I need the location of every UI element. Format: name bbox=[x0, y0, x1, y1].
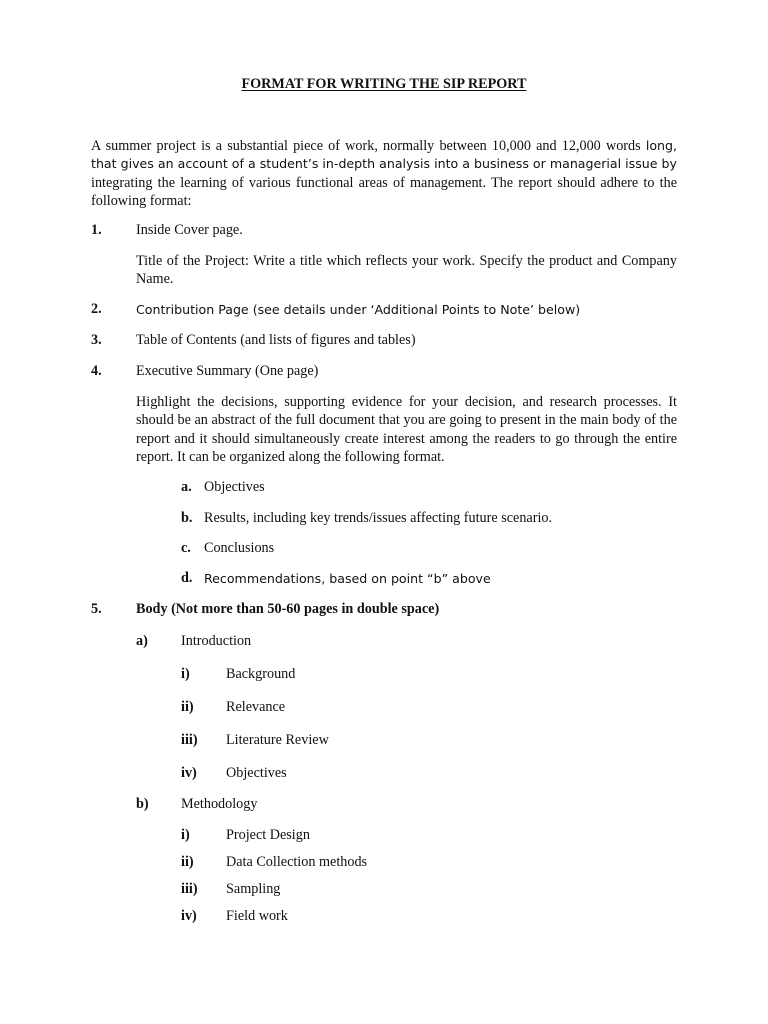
body-part-b-number: b) bbox=[136, 796, 149, 812]
section-4-number: 4. bbox=[91, 363, 102, 379]
intro-item-iii-label: Literature Review bbox=[226, 732, 329, 748]
exec-item-b-label: Results, including key trends/issues affecting future scenario. bbox=[204, 510, 553, 526]
section-5-label: Body (Not more than 50-60 pages in double space) bbox=[136, 601, 440, 617]
exec-item-d-label: Recommendations, based on point “b” above bbox=[204, 571, 491, 586]
method-item-iv-number: iv) bbox=[181, 908, 197, 924]
method-item-iii-label: Sampling bbox=[226, 881, 281, 897]
intro-line-2: long, that gives an account of a student’s in-depth analysis into a business or managerial issue by bbox=[91, 138, 678, 172]
section-1-number: 1. bbox=[91, 222, 102, 238]
intro-item-iii-number: iii) bbox=[181, 732, 198, 748]
section-3-number: 3. bbox=[91, 332, 102, 348]
method-item-iv-label: Field work bbox=[226, 908, 288, 924]
method-item-i-label: Project Design bbox=[226, 827, 310, 843]
intro-item-ii-number: ii) bbox=[181, 699, 194, 715]
intro-item-ii-label: Relevance bbox=[226, 699, 286, 715]
method-item-i-number: i) bbox=[181, 827, 190, 843]
exec-item-d-number: d. bbox=[181, 570, 193, 586]
exec-note: Highlight the decisions, supporting evidence for your decision, and research processes. It should be an abstract of the full document that you are going to present in the main body of the report and it should simultaneously create interest among the readers to go through the entire report. It can be organized along the following format. bbox=[136, 394, 677, 465]
section-5-number: 5. bbox=[91, 601, 102, 617]
intro-item-i-label: Background bbox=[226, 666, 296, 682]
intro-line-3: integrating the learning of various functional areas of management. The report should adhere to the following format: bbox=[91, 174, 677, 209]
body-part-a-number: a) bbox=[136, 633, 148, 649]
section-1-label: Inside Cover page. bbox=[136, 222, 243, 238]
method-item-ii-label: Data Collection methods bbox=[226, 854, 368, 870]
intro-item-iv-number: iv) bbox=[181, 765, 197, 781]
intro-line-1: A summer project is a substantial piece of work, normally between 10,000 and 12,000 words bbox=[91, 138, 641, 154]
method-item-iii-number: iii) bbox=[181, 881, 198, 897]
section-3-label: Table of Contents (and lists of figures and tables) bbox=[136, 332, 416, 348]
exec-item-c-number: c. bbox=[181, 540, 191, 556]
intro-item-i-number: i) bbox=[181, 666, 190, 682]
exec-item-b-number: b. bbox=[181, 510, 193, 526]
section-2-label: Contribution Page (see details under ‘Additional Points to Note’ below) bbox=[136, 302, 581, 317]
body-part-b-label: Methodology bbox=[181, 796, 258, 812]
exec-item-a-label: Objectives bbox=[204, 479, 265, 495]
body-part-a-label: Introduction bbox=[181, 633, 252, 649]
section-4-label: Executive Summary (One page) bbox=[136, 363, 319, 379]
intro-paragraph bbox=[91, 137, 677, 210]
intro-item-iv-label: Objectives bbox=[226, 765, 287, 781]
section-2-number: 2. bbox=[91, 301, 102, 317]
page-title: FORMAT FOR WRITING THE SIP REPORT bbox=[241, 76, 527, 92]
exec-item-a-number: a. bbox=[181, 479, 192, 495]
cover-note: Title of the Project: Write a title which reflects your work. Specify the product and Company Name. bbox=[136, 253, 677, 288]
method-item-ii-number: ii) bbox=[181, 854, 194, 870]
exec-item-c-label: Conclusions bbox=[204, 540, 275, 556]
